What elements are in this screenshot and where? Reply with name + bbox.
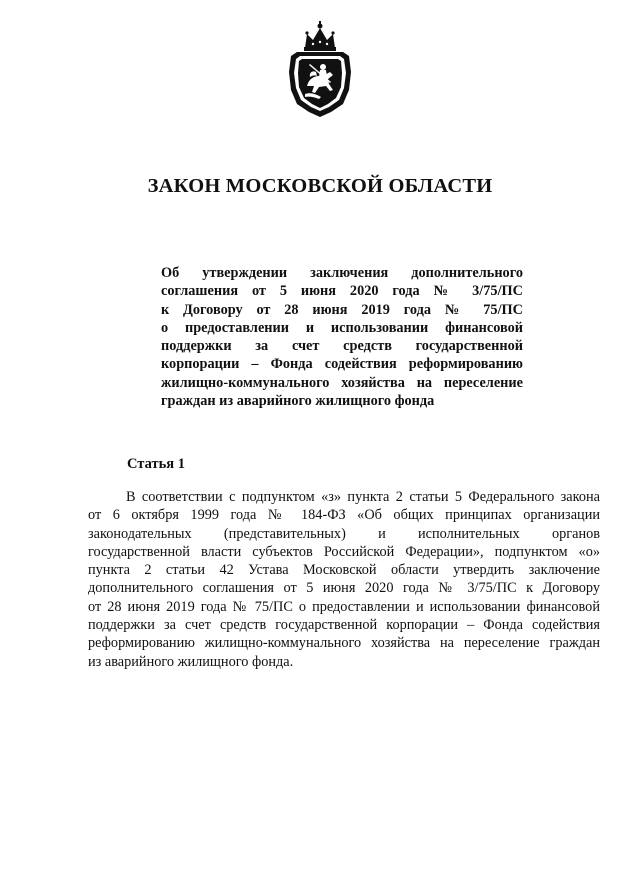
article-line: от 28 июня 2019 года № 75/ПС о предоставлении и использовании финансовой	[88, 598, 600, 615]
article-line: дополнительного соглашения от 5 июня 2020 года № 3/75/ПС к Договору	[88, 580, 600, 597]
article-heading: Статья 1	[127, 456, 185, 472]
subject-line: жилищно-коммунального хозяйства на переселение	[161, 374, 523, 391]
subject-line: корпорации – Фонда содействия реформированию	[161, 356, 523, 373]
article-line: от 6 октября 1999 года № 184-ФЗ «Об общих принципах организации	[88, 507, 600, 524]
subject-line: Об утверждении заключения дополнительного	[161, 265, 523, 281]
subject-line: граждан из аварийного жилищного фонда	[161, 393, 435, 410]
article-line: поддержки за счет средств государственной корпорации – Фонда содействия	[88, 617, 600, 634]
subject-line: поддержки за счет средств государственной	[161, 338, 523, 355]
moscow-oblast-coat-of-arms-icon	[283, 20, 357, 120]
article-line: реформированию жилищно-коммунального хозяйства на переселение граждан	[88, 635, 600, 652]
article-line: государственной власти субъектов Российской Федерации», подпунктом «о»	[88, 543, 600, 560]
article-line: пункта 2 статьи 42 Устава Московской области утвердить заключение	[88, 562, 600, 579]
article-line: законодательных (представительных) и исполнительных органов	[88, 525, 600, 542]
subject-line: о предоставлении и использовании финансовой	[161, 319, 523, 336]
article-line: из аварийного жилищного фонда.	[88, 653, 294, 670]
article-body	[88, 488, 600, 671]
article-line: В соответствии с подпунктом «з» пункта 2 статьи 5 Федерального закона	[126, 489, 600, 505]
law-subject-block	[161, 264, 523, 410]
document-title: ЗАКОН МОСКОВСКОЙ ОБЛАСТИ	[147, 175, 493, 197]
subject-line: к Договору от 28 июня 2019 года № 75/ПС	[161, 301, 523, 318]
subject-line: соглашения от 5 июня 2020 года № 3/75/ПС	[161, 283, 523, 300]
